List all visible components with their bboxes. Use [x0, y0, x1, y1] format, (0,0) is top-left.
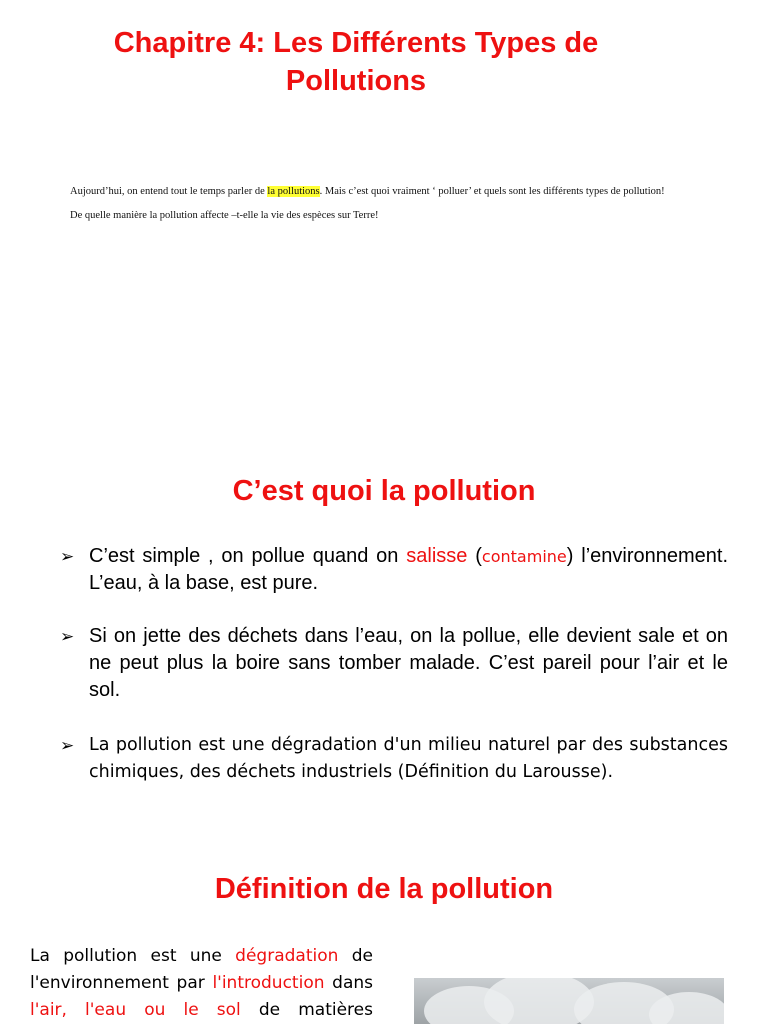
bullet-item — [60, 543, 728, 597]
highlighted-term: la pollutions — [267, 186, 320, 197]
bullet-text: C’est simple , on pollue quand on salisse (contamine) l’environnement. L’eau, à la base, est pure. — [89, 545, 728, 594]
red-term: l'air, l'eau ou le sol — [30, 1000, 241, 1020]
definition-paragraph: La pollution est une dégradation de l'environnement par l'introduction dans l'air, l'eau ou le sol de matières — [30, 946, 374, 1020]
arrow-bullet-icon: ➢ — [60, 627, 75, 646]
intro-line-2: De quelle manière la pollution affecte –t-elle la vie des espèces sur Terre! — [70, 210, 379, 221]
bullet-text: La pollution est une dégradation d'un milieu naturel par des substances chimiques, des déchets industriels (Définition du Larousse). — [89, 735, 728, 782]
arrow-bullet-icon: ➢ — [60, 736, 75, 755]
intro-line-1 — [70, 186, 750, 197]
page-title: Chapitre 4: Les Différents Types de Pollutions — [113, 27, 599, 97]
red-term: contamine — [481, 547, 567, 566]
arrow-bullet-icon: ➢ — [60, 547, 75, 566]
red-term: dégradation — [235, 946, 339, 966]
intro-text: . Mais c’est quoi vraiment ‘ polluer’ et quels sont les différents types de pollution! — [319, 186, 665, 197]
intro-text: Aujourd’hui, on entend tout le temps parler de — [70, 186, 268, 197]
bullet-text: Si on jette des déchets dans l’eau, on la pollue, elle devient sale et on ne peut plus la boire sans tomber malade. C’est pareil pour l’air et le sol. — [89, 625, 728, 701]
red-term: l'introduction — [212, 973, 325, 993]
bullet-item — [60, 623, 728, 704]
section-heading-definition: Définition de la pollution — [214, 873, 554, 905]
red-term: salisse — [406, 545, 468, 567]
section-heading-what-is-pollution: C’est quoi la pollution — [232, 475, 536, 507]
pollution-smoke-photo — [414, 978, 724, 1024]
bullet-item — [60, 732, 728, 786]
